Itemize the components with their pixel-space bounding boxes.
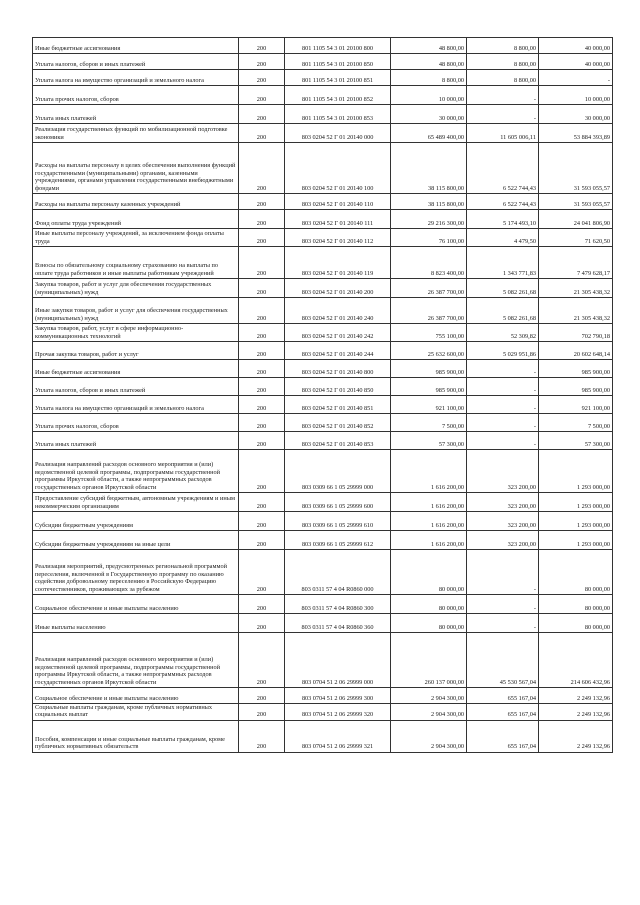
cell-budget-code: 803 0311 57 4 04 R0860 000: [285, 550, 391, 595]
cell-remaining: 40 000,00: [539, 54, 613, 70]
cell-name: Уплата налогов, сборов и иных платежей: [33, 378, 239, 396]
cell-approved: 8 800,00: [391, 70, 467, 86]
cell-approved: 1 616 200,00: [391, 512, 467, 531]
cell-approved: 2 904 300,00: [391, 688, 467, 704]
cell-line-code: 200: [239, 512, 285, 531]
cell-budget-code: 803 0309 66 1 05 29999 612: [285, 531, 391, 550]
table-row: [33, 688, 613, 704]
cell-line-code: 200: [239, 210, 285, 229]
cell-line-code: 200: [239, 450, 285, 493]
cell-line-code: 200: [239, 229, 285, 247]
cell-executed: 1 343 771,83: [467, 247, 539, 279]
cell-budget-code: 803 0704 51 2 06 29999 321: [285, 720, 391, 752]
table-row: [33, 86, 613, 105]
table-row: [33, 360, 613, 378]
cell-line-code: 200: [239, 124, 285, 143]
cell-executed: 323 200,00: [467, 450, 539, 493]
cell-line-code: 200: [239, 633, 285, 688]
cell-approved: 921 100,00: [391, 396, 467, 414]
cell-line-code: 200: [239, 493, 285, 512]
table-row: [33, 229, 613, 247]
cell-budget-code: 803 0204 52 Г 01 20140 119: [285, 247, 391, 279]
cell-executed: 655 167,04: [467, 720, 539, 752]
cell-budget-code: 803 0311 57 4 04 R0860 300: [285, 595, 391, 614]
cell-budget-code: 803 0204 52 Г 01 20140 800: [285, 360, 391, 378]
cell-approved: 48 800,00: [391, 54, 467, 70]
cell-approved: 29 216 300,00: [391, 210, 467, 229]
cell-budget-code: 803 0704 51 2 06 29999 300: [285, 688, 391, 704]
cell-name: Реализация мероприятий, предусмотренных региональной программой переселения, включенной в Государственную программу по оказанию содействия добровольному переселению в Российскую Федерацию соотечественников, проживающих за рубежом: [33, 550, 239, 595]
cell-executed: -: [467, 360, 539, 378]
cell-budget-code: 803 0204 52 Г 01 20140 240: [285, 298, 391, 324]
cell-approved: 76 100,00: [391, 229, 467, 247]
cell-name: Закупка товаров, работ, услуг в сфере информационно-коммуникационных технологий: [33, 324, 239, 342]
cell-approved: 26 387 700,00: [391, 298, 467, 324]
table-row: [33, 704, 613, 721]
cell-remaining: 21 305 438,32: [539, 298, 613, 324]
cell-approved: 2 904 300,00: [391, 720, 467, 752]
cell-budget-code: 803 0309 66 1 05 29999 000: [285, 450, 391, 493]
cell-executed: -: [467, 595, 539, 614]
cell-remaining: 1 293 000,00: [539, 493, 613, 512]
cell-line-code: 200: [239, 378, 285, 396]
cell-budget-code: 803 0204 52 Г 01 20140 111: [285, 210, 391, 229]
table-row: [33, 298, 613, 324]
cell-budget-code: 803 0704 51 2 06 29999 320: [285, 704, 391, 721]
cell-line-code: 200: [239, 279, 285, 298]
cell-executed: 8 800,00: [467, 54, 539, 70]
cell-executed: 655 167,04: [467, 704, 539, 721]
cell-executed: 8 800,00: [467, 38, 539, 54]
cell-executed: 6 522 744,43: [467, 143, 539, 194]
cell-approved: 38 115 800,00: [391, 194, 467, 210]
cell-remaining: 2 249 132,96: [539, 704, 613, 721]
cell-executed: 5 174 493,10: [467, 210, 539, 229]
table-row: [33, 54, 613, 70]
table-row: [33, 550, 613, 595]
cell-name: Уплата налога на имущество организаций и земельного налога: [33, 396, 239, 414]
cell-name: Уплата прочих налогов, сборов: [33, 86, 239, 105]
cell-line-code: 200: [239, 324, 285, 342]
cell-budget-code: 803 0204 52 Г 01 20140 853: [285, 432, 391, 450]
cell-line-code: 200: [239, 688, 285, 704]
table-row: [33, 247, 613, 279]
cell-name: Иные бюджетные ассигнования: [33, 360, 239, 378]
cell-line-code: 200: [239, 595, 285, 614]
cell-approved: 48 800,00: [391, 38, 467, 54]
table-row: [33, 279, 613, 298]
cell-budget-code: 801 1105 54 3 01 20100 850: [285, 54, 391, 70]
cell-name: Иные бюджетные ассигнования: [33, 38, 239, 54]
table-row: [33, 210, 613, 229]
cell-remaining: 31 593 055,57: [539, 143, 613, 194]
cell-executed: -: [467, 105, 539, 124]
cell-approved: 985 900,00: [391, 360, 467, 378]
table-row: [33, 324, 613, 342]
cell-budget-code: 801 1105 54 3 01 20100 852: [285, 86, 391, 105]
cell-executed: -: [467, 550, 539, 595]
cell-name: Иные выплаты населению: [33, 614, 239, 633]
cell-name: Социальные выплаты гражданам, кроме публичных нормативных социальных выплат: [33, 704, 239, 721]
cell-approved: 38 115 800,00: [391, 143, 467, 194]
table-row: [33, 105, 613, 124]
cell-name: Реализация направлений расходов основного мероприятия и (или) ведомственной целевой программы, подпрограммы государственной программы Иркутской области, а также непрограммных расходов государственных органов Иркутской области: [33, 633, 239, 688]
cell-line-code: 200: [239, 70, 285, 86]
cell-budget-code: 803 0311 57 4 04 R0860 360: [285, 614, 391, 633]
cell-budget-code: 801 1105 54 3 01 20100 800: [285, 38, 391, 54]
cell-executed: 323 200,00: [467, 512, 539, 531]
cell-budget-code: 803 0204 52 Г 01 20140 112: [285, 229, 391, 247]
table-row: [33, 38, 613, 54]
table-row: [33, 450, 613, 493]
cell-line-code: 200: [239, 54, 285, 70]
cell-executed: -: [467, 614, 539, 633]
cell-name: Субсидии бюджетным учреждениям: [33, 512, 239, 531]
cell-remaining: 7 479 628,17: [539, 247, 613, 279]
cell-name: Уплата налога на имущество организаций и земельного налога: [33, 70, 239, 86]
budget-execution-table: [32, 37, 613, 753]
table-row: [33, 70, 613, 86]
cell-executed: 4 479,50: [467, 229, 539, 247]
cell-approved: 10 000,00: [391, 86, 467, 105]
cell-line-code: 200: [239, 720, 285, 752]
cell-remaining: 10 000,00: [539, 86, 613, 105]
table-row: [33, 342, 613, 360]
cell-name: Фонд оплаты труда учреждений: [33, 210, 239, 229]
cell-executed: -: [467, 414, 539, 432]
cell-budget-code: 803 0204 52 Г 01 20140 242: [285, 324, 391, 342]
cell-name: Прочая закупка товаров, работ и услуг: [33, 342, 239, 360]
cell-budget-code: 803 0204 52 Г 01 20140 110: [285, 194, 391, 210]
cell-executed: 45 530 567,04: [467, 633, 539, 688]
cell-executed: -: [467, 86, 539, 105]
cell-executed: 323 200,00: [467, 493, 539, 512]
cell-approved: 26 387 700,00: [391, 279, 467, 298]
cell-approved: 1 616 200,00: [391, 531, 467, 550]
cell-name: Социальное обеспечение и иные выплаты населению: [33, 595, 239, 614]
cell-executed: -: [467, 378, 539, 396]
cell-remaining: 30 000,00: [539, 105, 613, 124]
cell-executed: 323 200,00: [467, 531, 539, 550]
cell-executed: 5 082 261,68: [467, 298, 539, 324]
cell-line-code: 200: [239, 143, 285, 194]
cell-name: Предоставление субсидий бюджетным, автономным учреждениям и иным некоммерческим организациям: [33, 493, 239, 512]
cell-approved: 30 000,00: [391, 105, 467, 124]
cell-executed: 52 309,82: [467, 324, 539, 342]
table-row: [33, 124, 613, 143]
cell-remaining: 40 000,00: [539, 38, 613, 54]
cell-line-code: 200: [239, 86, 285, 105]
cell-approved: 65 489 400,00: [391, 124, 467, 143]
cell-remaining: 214 606 432,96: [539, 633, 613, 688]
cell-approved: 985 900,00: [391, 378, 467, 396]
cell-remaining: 1 293 000,00: [539, 450, 613, 493]
cell-executed: -: [467, 432, 539, 450]
cell-remaining: 80 000,00: [539, 595, 613, 614]
cell-executed: 5 029 951,86: [467, 342, 539, 360]
cell-approved: 260 137 000,00: [391, 633, 467, 688]
cell-remaining: 1 293 000,00: [539, 512, 613, 531]
cell-budget-code: 803 0309 66 1 05 29999 600: [285, 493, 391, 512]
table-row: [33, 194, 613, 210]
cell-name: Иные закупки товаров, работ и услуг для обеспечения государственных (муниципальных) нужд: [33, 298, 239, 324]
cell-budget-code: 801 1105 54 3 01 20100 853: [285, 105, 391, 124]
cell-remaining: 1 293 000,00: [539, 531, 613, 550]
cell-remaining: -: [539, 70, 613, 86]
cell-budget-code: 803 0204 52 Г 01 20140 244: [285, 342, 391, 360]
cell-approved: 80 000,00: [391, 614, 467, 633]
cell-remaining: 2 249 132,96: [539, 720, 613, 752]
cell-executed: 6 522 744,43: [467, 194, 539, 210]
cell-budget-code: 803 0204 52 Г 01 20140 000: [285, 124, 391, 143]
cell-remaining: 71 620,50: [539, 229, 613, 247]
cell-name: Уплата прочих налогов, сборов: [33, 414, 239, 432]
cell-budget-code: 803 0204 52 Г 01 20140 852: [285, 414, 391, 432]
table-row: [33, 595, 613, 614]
cell-name: Расходы на выплаты персоналу казенных учреждений: [33, 194, 239, 210]
cell-approved: 1 616 200,00: [391, 493, 467, 512]
cell-name: Закупка товаров, работ и услуг для обеспечения государственных (муниципальных) нужд: [33, 279, 239, 298]
cell-remaining: 24 041 806,90: [539, 210, 613, 229]
table-row: [33, 493, 613, 512]
cell-approved: 755 100,00: [391, 324, 467, 342]
cell-executed: 655 167,04: [467, 688, 539, 704]
cell-remaining: 57 300,00: [539, 432, 613, 450]
cell-approved: 80 000,00: [391, 595, 467, 614]
table-row: [33, 720, 613, 752]
cell-approved: 7 500,00: [391, 414, 467, 432]
cell-name: Реализация направлений расходов основного мероприятия и (или) ведомственной целевой программы, подпрограммы государственной программы Иркутской области, а также непрограммных расходов государственных органов Иркутской области: [33, 450, 239, 493]
cell-approved: 25 632 600,00: [391, 342, 467, 360]
cell-name: Реализация государственных функций по мобилизационной подготовке экономики: [33, 124, 239, 143]
cell-line-code: 200: [239, 194, 285, 210]
cell-remaining: 921 100,00: [539, 396, 613, 414]
cell-executed: 5 082 261,68: [467, 279, 539, 298]
table-row: [33, 432, 613, 450]
cell-remaining: 702 790,18: [539, 324, 613, 342]
cell-line-code: 200: [239, 704, 285, 721]
cell-approved: 1 616 200,00: [391, 450, 467, 493]
cell-remaining: 80 000,00: [539, 550, 613, 595]
cell-budget-code: 803 0204 52 Г 01 20140 850: [285, 378, 391, 396]
table-row: [33, 378, 613, 396]
cell-budget-code: 803 0309 66 1 05 29999 610: [285, 512, 391, 531]
cell-remaining: 985 900,00: [539, 378, 613, 396]
cell-line-code: 200: [239, 247, 285, 279]
cell-name: Взносы по обязательному социальному страхованию на выплаты по оплате труда работников и иные выплаты работникам учреждений: [33, 247, 239, 279]
cell-name: Пособия, компенсации и иные социальные выплаты гражданам, кроме публичных нормативных обязательств: [33, 720, 239, 752]
cell-line-code: 200: [239, 550, 285, 595]
cell-remaining: 985 900,00: [539, 360, 613, 378]
table-row: [33, 633, 613, 688]
cell-approved: 2 904 300,00: [391, 704, 467, 721]
table-row: [33, 414, 613, 432]
table-row: [33, 396, 613, 414]
table-row: [33, 614, 613, 633]
cell-name: Уплата налогов, сборов и иных платежей: [33, 54, 239, 70]
cell-remaining: 7 500,00: [539, 414, 613, 432]
table-row: [33, 143, 613, 194]
table-row: [33, 512, 613, 531]
cell-name: Иные выплаты персоналу учреждений, за исключением фонда оплаты труда: [33, 229, 239, 247]
cell-budget-code: 803 0204 52 Г 01 20140 100: [285, 143, 391, 194]
cell-approved: 80 000,00: [391, 550, 467, 595]
cell-budget-code: 803 0704 51 2 06 29999 000: [285, 633, 391, 688]
cell-line-code: 200: [239, 614, 285, 633]
cell-name: Субсидии бюджетным учреждениям на иные цели: [33, 531, 239, 550]
cell-line-code: 200: [239, 38, 285, 54]
cell-name: Уплата иных платежей: [33, 105, 239, 124]
cell-remaining: 20 602 648,14: [539, 342, 613, 360]
cell-line-code: 200: [239, 360, 285, 378]
cell-budget-code: 801 1105 54 3 01 20100 851: [285, 70, 391, 86]
cell-remaining: 80 000,00: [539, 614, 613, 633]
cell-line-code: 200: [239, 342, 285, 360]
table-row: [33, 531, 613, 550]
cell-remaining: 53 884 393,89: [539, 124, 613, 143]
cell-name: Социальное обеспечение и иные выплаты населению: [33, 688, 239, 704]
cell-line-code: 200: [239, 414, 285, 432]
cell-name: Уплата иных платежей: [33, 432, 239, 450]
cell-executed: 11 605 006,11: [467, 124, 539, 143]
cell-budget-code: 803 0204 52 Г 01 20140 200: [285, 279, 391, 298]
cell-executed: 8 800,00: [467, 70, 539, 86]
cell-line-code: 200: [239, 396, 285, 414]
cell-line-code: 200: [239, 432, 285, 450]
cell-line-code: 200: [239, 105, 285, 124]
cell-approved: 8 823 400,00: [391, 247, 467, 279]
cell-line-code: 200: [239, 531, 285, 550]
cell-name: Расходы на выплаты персоналу в целях обеспечения выполнения функций государственными (муниципальными) органами, казенными учреждениями, органами управления государственными внебюджетными фондами: [33, 143, 239, 194]
table-body: [33, 38, 613, 753]
cell-budget-code: 803 0204 52 Г 01 20140 851: [285, 396, 391, 414]
cell-approved: 57 300,00: [391, 432, 467, 450]
cell-remaining: 21 305 438,32: [539, 279, 613, 298]
cell-executed: -: [467, 396, 539, 414]
cell-line-code: 200: [239, 298, 285, 324]
cell-remaining: 31 593 055,57: [539, 194, 613, 210]
cell-remaining: 2 249 132,96: [539, 688, 613, 704]
